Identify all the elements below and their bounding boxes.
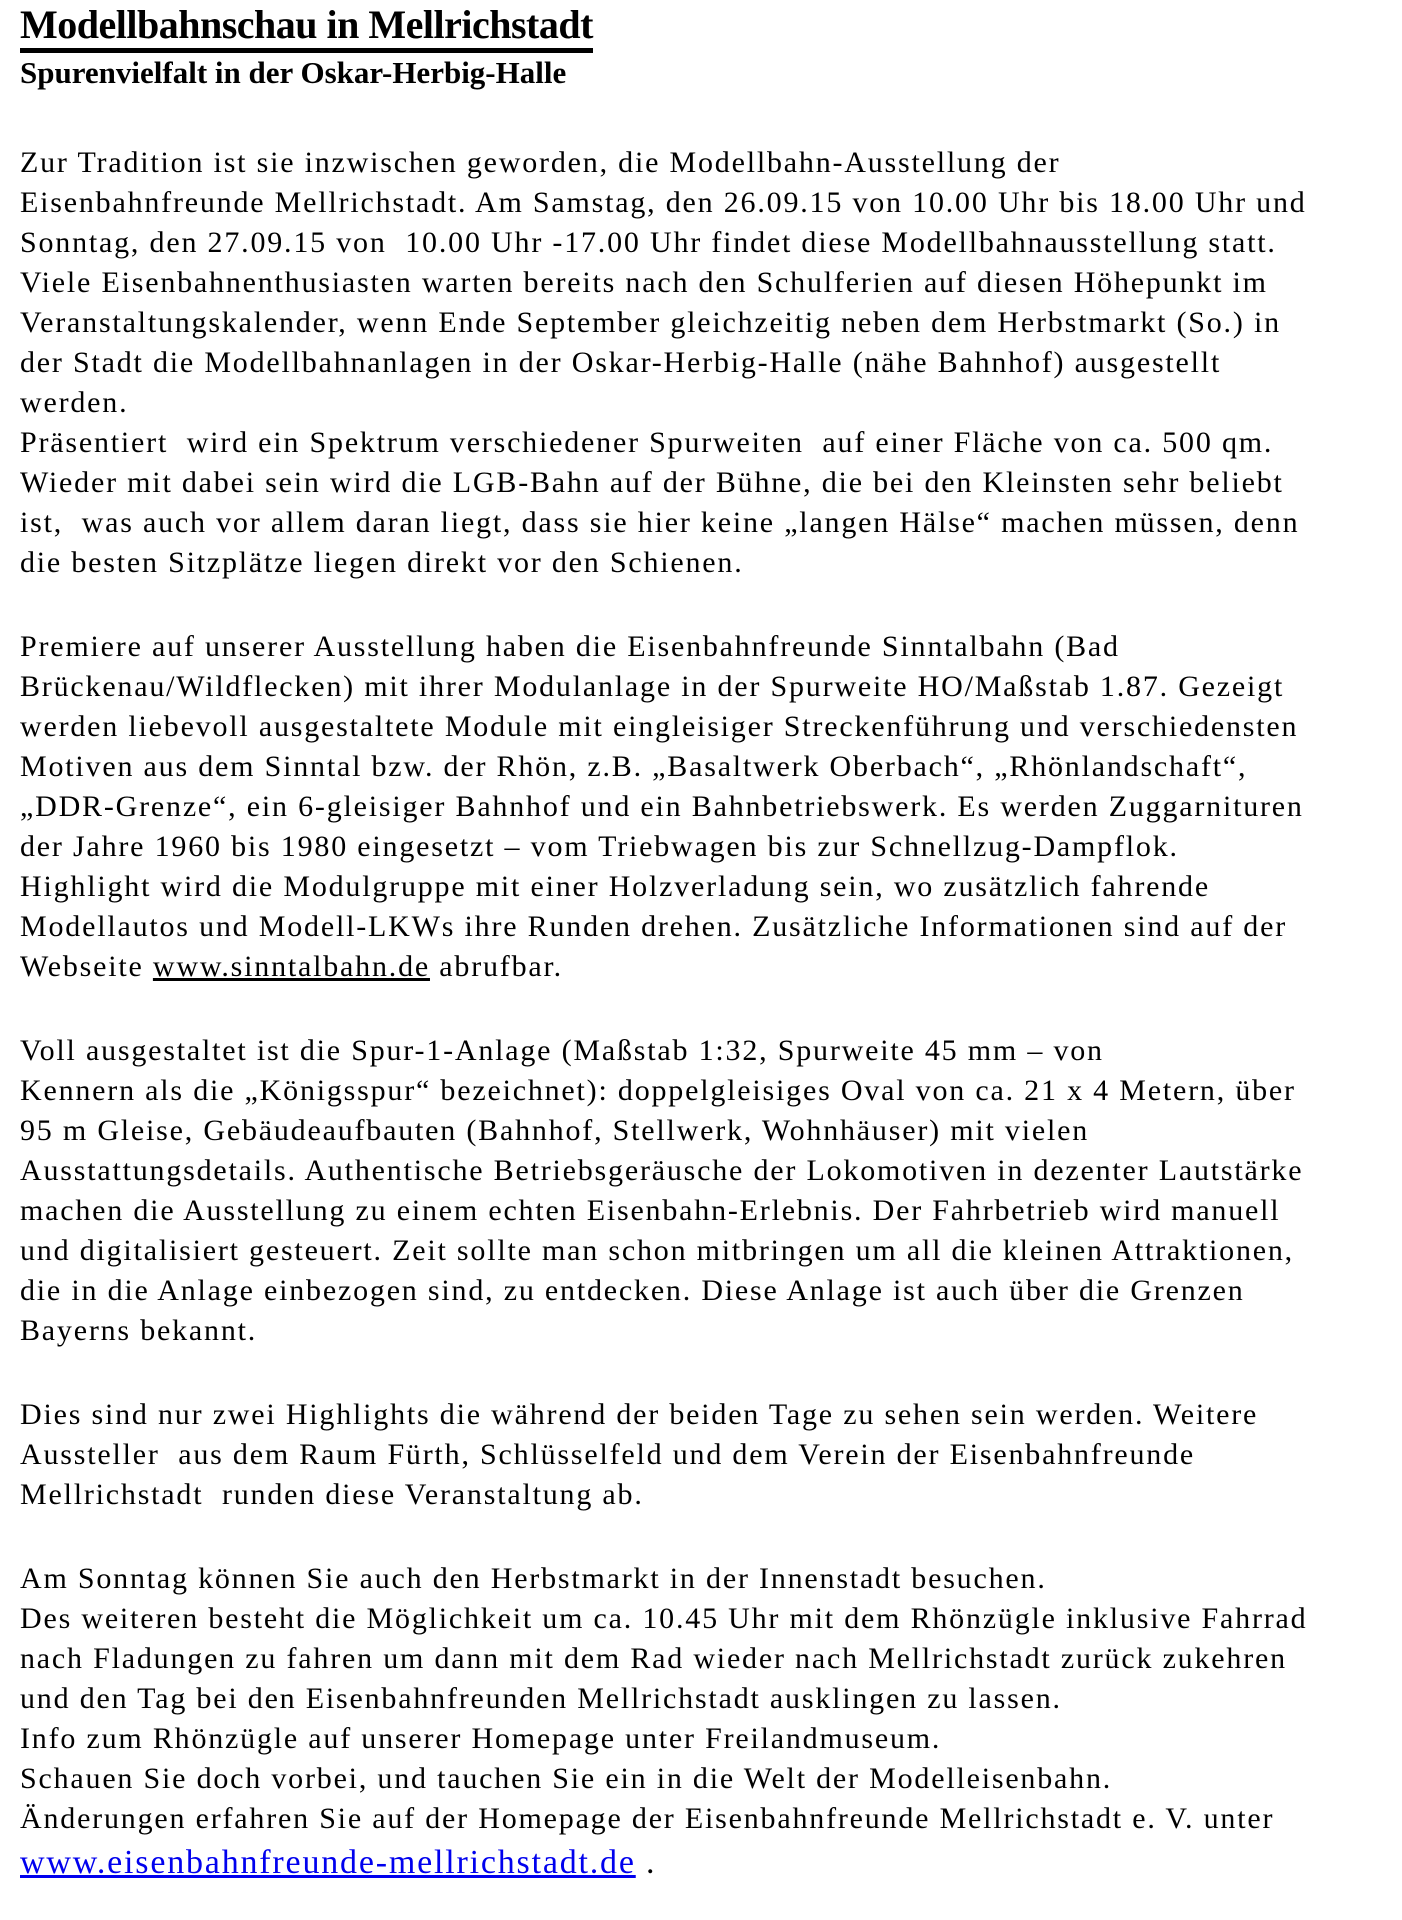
text-line	[20, 1151, 1392, 1191]
eisenbahnfreunde-link[interactable]: www.eisenbahnfreunde-mellrichstadt.de	[20, 1844, 636, 1881]
paragraph-weitere-aussteller	[20, 1395, 1392, 1515]
text-segment: machen die Ausstellung zu einem echten Eisenbahn-Erlebnis. Der Fahrbetrieb wird manuell	[20, 1194, 1281, 1227]
text-line	[20, 1111, 1392, 1151]
text-line	[20, 1395, 1392, 1435]
text-segment: Am Sonntag können Sie auch den Herbstmarkt in der Innenstadt besuchen.	[20, 1562, 1047, 1595]
text-segment: Kennern als die „Königsspur“ bezeichnet): doppelgleisiges Oval von ca. 21 x 4 Metern, über	[20, 1074, 1296, 1107]
text-line	[20, 343, 1392, 383]
text-line	[20, 463, 1392, 503]
text-line	[20, 667, 1392, 707]
text-line	[20, 1191, 1392, 1231]
text-line	[20, 383, 1392, 423]
text-segment: abrufbar.	[429, 950, 563, 983]
text-line	[20, 907, 1392, 947]
document-body	[20, 143, 1392, 1887]
text-segment: Des weiteren besteht die Möglichkeit um ca. 10.45 Uhr mit dem Rhönzügle inklusive Fahrrad	[20, 1602, 1308, 1635]
text-segment: Premiere auf unserer Ausstellung haben die Eisenbahnfreunde Sinntalbahn (Bad	[20, 630, 1120, 663]
text-line	[20, 627, 1392, 667]
text-line	[20, 543, 1392, 583]
text-segment: der Stadt die Modellbahnanlagen in der Oskar-Herbig-Halle (nähe Bahnhof) ausgestellt	[20, 346, 1222, 379]
page-subtitle: Spurenvielfalt in der Oskar-Herbig-Halle	[20, 55, 567, 90]
text-segment: die in die Anlage einbezogen sind, zu entdecken. Diese Anlage ist auch über die Grenzen	[20, 1274, 1245, 1307]
text-line	[20, 183, 1392, 223]
text-line	[20, 867, 1392, 907]
text-line	[20, 143, 1392, 183]
text-segment: Viele Eisenbahnenthusiasten warten bereits nach den Schulferien auf diesen Höhepunkt im	[20, 266, 1268, 299]
text-segment: Brückenau/Wildflecken) mit ihrer Modulanlage in der Spurweite HO/Maßstab 1.87. Gezeigt	[20, 670, 1285, 703]
paragraph-sinntalbahn	[20, 627, 1392, 987]
text-line	[20, 1435, 1392, 1475]
text-segment: werden.	[20, 386, 129, 419]
text-line	[20, 1271, 1392, 1311]
text-segment: Voll ausgestaltet ist die Spur-1-Anlage (Maßstab 1:32, Spurweite 45 mm – von	[20, 1034, 1104, 1067]
text-segment: Motiven aus dem Sinntal bzw. der Rhön, z.B. „Basaltwerk Oberbach“, „Rhönlandschaft“,	[20, 750, 1248, 783]
text-segment: Eisenbahnfreunde Mellrichstadt. Am Samstag, den 26.09.15 von 10.00 Uhr bis 18.00 Uhr und	[20, 186, 1307, 219]
text-line	[20, 827, 1392, 867]
text-segment: und den Tag bei den Eisenbahnfreunden Mellrichstadt ausklingen zu lassen.	[20, 1682, 1062, 1715]
text-line	[20, 1839, 1392, 1887]
text-segment: „DDR-Grenze“, ein 6-gleisiger Bahnhof und ein Bahnbetriebswerk. Es werden Zuggarnituren	[20, 790, 1304, 823]
text-segment: Modellautos und Modell-LKWs ihre Runden drehen. Zusätzliche Informationen sind auf der	[20, 910, 1287, 943]
text-line	[20, 1639, 1392, 1679]
text-segment: Info zum Rhönzügle auf unserer Homepage unter Freilandmuseum.	[20, 1722, 942, 1755]
paragraph-spur1	[20, 1031, 1392, 1351]
text-line	[20, 223, 1392, 263]
text-segment: Präsentiert wird ein Spektrum verschiedener Spurweiten auf einer Fläche von ca. 500 qm.	[20, 426, 1274, 459]
text-line	[20, 1071, 1392, 1111]
text-segment: Änderungen erfahren Sie auf der Homepage der Eisenbahnfreunde Mellrichstadt e. V. unter	[20, 1802, 1275, 1835]
text-line	[20, 1311, 1392, 1351]
text-segment: Sonntag, den 27.09.15 von 10.00 Uhr -17.00 Uhr findet diese Modellbahnausstellung statt.	[20, 226, 1277, 259]
text-segment: der Jahre 1960 bis 1980 eingesetzt – vom Triebwagen bis zur Schnellzug-Dampflok.	[20, 830, 1179, 863]
text-line	[20, 1679, 1392, 1719]
text-segment: Ausstattungsdetails. Authentische Betriebsgeräusche der Lokomotiven in dezenter Lautstärke	[20, 1154, 1304, 1187]
text-segment: Zur Tradition ist sie inzwischen geworden, die Modellbahn-Ausstellung der	[20, 146, 1061, 179]
text-segment: die besten Sitzplätze liegen direkt vor den Schienen.	[20, 546, 744, 579]
text-segment: ist, was auch vor allem daran liegt, dass sie hier keine „langen Hälse“ machen müssen, denn	[20, 506, 1300, 539]
text-line	[20, 1719, 1392, 1759]
text-segment: Wieder mit dabei sein wird die LGB-Bahn auf der Bühne, die bei den Kleinsten sehr beliebt	[20, 466, 1284, 499]
text-line	[20, 303, 1392, 343]
text-line	[20, 707, 1392, 747]
sinntalbahn-link[interactable]: www.sinntalbahn.de	[152, 950, 430, 983]
page-title: Modellbahnschau in Mellrichstadt	[20, 4, 593, 53]
text-segment: Mellrichstadt runden diese Veranstaltung ab.	[20, 1478, 644, 1511]
text-line	[20, 1599, 1392, 1639]
text-segment: Webseite	[20, 950, 153, 983]
text-line	[20, 263, 1392, 303]
text-line	[20, 1559, 1392, 1599]
text-segment: Schauen Sie doch vorbei, und tauchen Sie ein in die Welt der Modelleisenbahn.	[20, 1762, 1113, 1795]
text-line	[20, 1799, 1392, 1839]
text-segment: werden liebevoll ausgestaltete Module mit eingleisiger Streckenführung und verschiedensten	[20, 710, 1299, 743]
paragraph-sonntag-hinweise	[20, 1559, 1392, 1887]
text-segment: nach Fladungen zu fahren um dann mit dem Rad wieder nach Mellrichstadt zurück zukehren	[20, 1642, 1287, 1675]
text-line	[20, 1231, 1392, 1271]
text-segment: Veranstaltungskalender, wenn Ende September gleichzeitig neben dem Herbstmarkt (So.) in	[20, 306, 1281, 339]
text-line	[20, 423, 1392, 463]
text-line	[20, 1031, 1392, 1071]
text-segment: Aussteller aus dem Raum Fürth, Schlüsselfeld und dem Verein der Eisenbahnfreunde	[20, 1438, 1196, 1471]
text-segment: und digitalisiert gesteuert. Zeit sollte man schon mitbringen um all die kleinen Attraktionen,	[20, 1234, 1294, 1267]
text-segment: Dies sind nur zwei Highlights die während der beiden Tage zu sehen sein werden. Weitere	[20, 1398, 1259, 1431]
text-line	[20, 787, 1392, 827]
text-line	[20, 1475, 1392, 1515]
text-segment: 95 m Gleise, Gebäudeaufbauten (Bahnhof, Stellwerk, Wohnhäuser) mit vielen	[20, 1114, 1090, 1147]
text-line	[20, 1759, 1392, 1799]
text-line	[20, 947, 1392, 987]
text-segment: .	[635, 1844, 657, 1881]
text-line	[20, 747, 1392, 787]
text-segment: Bayerns bekannt.	[20, 1314, 258, 1347]
text-line	[20, 503, 1392, 543]
text-segment: Highlight wird die Modulgruppe mit einer Holzverladung sein, wo zusätzlich fahrende	[20, 870, 1210, 903]
paragraph-intro	[20, 143, 1392, 583]
